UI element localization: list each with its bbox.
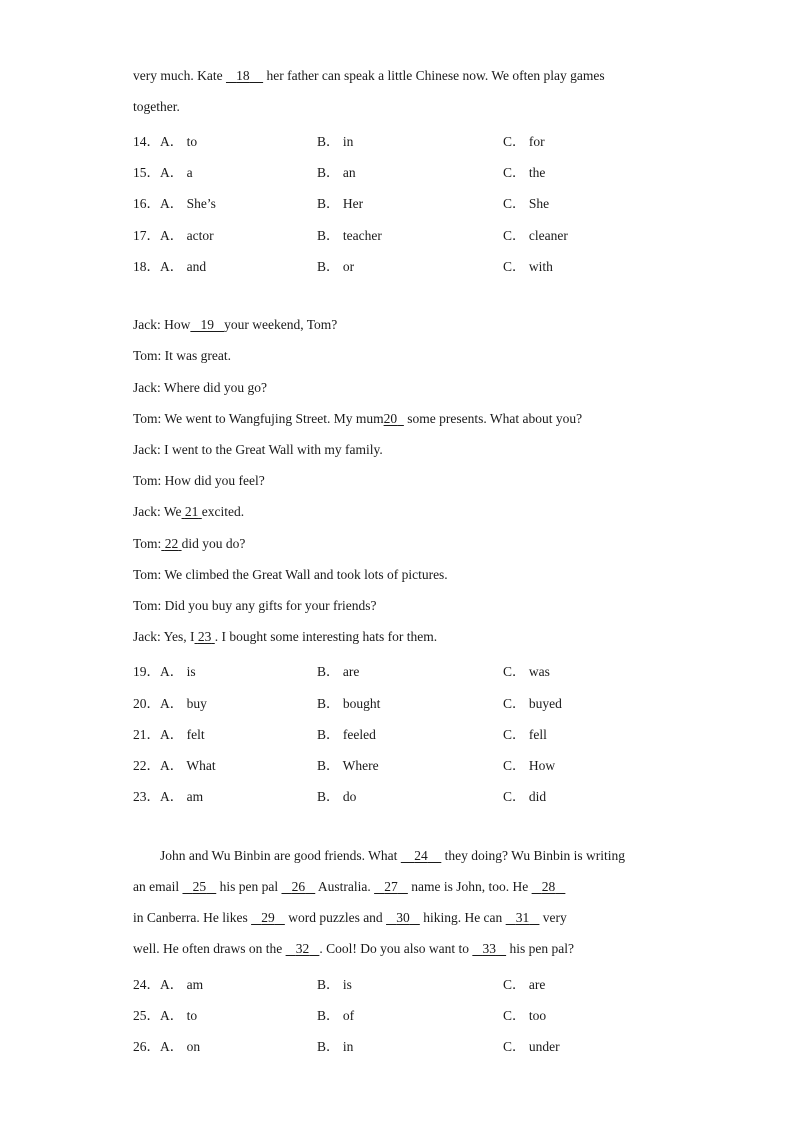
option-c[interactable]: C． under — [503, 1039, 560, 1054]
blank-number: 32 — [295, 941, 310, 956]
dialogue-line — [133, 473, 265, 489]
dialogue-text: Jack: Yes, I — [133, 629, 195, 644]
dialogue-text: Tom: We went to Wangfujing Street. My mum — [133, 411, 384, 426]
question-number: 15． — [133, 165, 160, 180]
question-number: 18． — [133, 259, 160, 274]
option-b[interactable]: B． of — [317, 1008, 355, 1023]
passage-line — [133, 99, 180, 115]
blank-22 — [161, 536, 181, 552]
question-number: 20． — [133, 696, 160, 711]
dialogue-line — [133, 567, 448, 583]
dialogue-text: some presents. What about you? — [407, 411, 583, 426]
passage-line — [133, 879, 660, 895]
blank-number: 27 — [384, 879, 398, 894]
option-b[interactable]: B． Her — [317, 196, 364, 211]
blank-number: 23 — [197, 629, 212, 644]
option-c[interactable]: C． buyed — [503, 696, 562, 711]
passage-text: an email — [133, 879, 183, 894]
option-c[interactable]: C． cleaner — [503, 228, 568, 243]
option-b[interactable]: B． bought — [317, 696, 381, 711]
dialogue-line — [133, 348, 231, 364]
dialogue-line — [133, 598, 377, 614]
passage-text: John and Wu Binbin are good friends. What — [160, 848, 401, 863]
blank-number: 20 — [383, 411, 398, 426]
dialogue-line — [133, 380, 267, 396]
blank-26 — [281, 879, 315, 895]
question-number: 19． — [133, 664, 160, 679]
blank-number: 33 — [482, 941, 496, 956]
option-b[interactable]: B． or — [317, 259, 355, 274]
dialogue-text: . I bought some interesting hats for them. — [214, 629, 438, 644]
dialogue-text: Jack: Where did you go? — [133, 380, 267, 395]
passage-text: very much. Kate — [133, 68, 226, 83]
passage-text: her father can speak a little Chinese now. We often play games — [266, 68, 605, 83]
option-a[interactable]: A． am — [160, 977, 204, 992]
passage-text: his pen pal? — [506, 941, 574, 956]
option-c[interactable]: C． How — [503, 758, 556, 773]
blank-number: 29 — [261, 910, 275, 925]
dialogue-text: Jack: How — [133, 317, 191, 332]
blank-30 — [386, 910, 420, 926]
dialogue-text: Jack: I went to the Great Wall with my family. — [133, 442, 383, 457]
option-a[interactable]: A． to — [160, 1008, 198, 1023]
passage-text: hiking. He can — [419, 910, 506, 925]
question-number: 16． — [133, 196, 160, 211]
passage-text: together. — [133, 99, 180, 114]
option-a[interactable]: A． am — [160, 789, 204, 804]
option-a[interactable]: A． felt — [160, 727, 205, 742]
dialogue-text: did you do? — [181, 536, 246, 551]
option-a[interactable]: A． What — [160, 758, 216, 773]
question-number: 22． — [133, 758, 160, 773]
blank-number: 19 — [200, 317, 214, 332]
dialogue-line — [133, 536, 245, 552]
option-c[interactable]: C． with — [503, 259, 553, 274]
blank-number: 31 — [515, 910, 530, 925]
option-c[interactable]: C． fell — [503, 727, 547, 742]
passage-line — [133, 941, 660, 957]
blank-number: 28 — [541, 879, 556, 894]
option-a[interactable]: A． on — [160, 1039, 201, 1054]
question-number: 26． — [133, 1039, 160, 1054]
option-b[interactable]: B． are — [317, 664, 360, 679]
question-number: 24． — [133, 977, 160, 992]
blank-number: 21 — [184, 504, 199, 519]
dialogue-line — [133, 317, 337, 333]
passage-text: very — [539, 910, 567, 925]
option-a[interactable]: A． is — [160, 664, 196, 679]
option-b[interactable]: B． in — [317, 134, 354, 149]
blank-23 — [195, 629, 215, 645]
blank-24 — [401, 848, 442, 864]
dialogue-line — [133, 411, 582, 427]
option-b[interactable]: B． teacher — [317, 228, 382, 243]
question-number: 14． — [133, 134, 160, 149]
blank-33 — [472, 941, 506, 957]
blank-20 — [384, 411, 404, 427]
option-c[interactable]: C． are — [503, 977, 546, 992]
dialogue-text: Tom: Did you buy any gifts for your friends? — [133, 598, 377, 613]
passage-line — [133, 68, 605, 84]
dialogue-text: Tom: We climbed the Great Wall and took lots of pictures. — [133, 567, 448, 582]
passage-text: word puzzles and — [284, 910, 387, 925]
blank-number: 26 — [291, 879, 306, 894]
option-a[interactable]: A． and — [160, 259, 207, 274]
option-a[interactable]: A． to — [160, 134, 198, 149]
dialogue-text: Tom: It was great. — [133, 348, 232, 363]
question-number: 25． — [133, 1008, 160, 1023]
option-c[interactable]: C． the — [503, 165, 546, 180]
option-a[interactable]: A． She’s — [160, 196, 216, 211]
option-c[interactable]: C． was — [503, 664, 550, 679]
blank-25 — [182, 879, 216, 895]
passage-text: his pen pal — [216, 879, 282, 894]
blank-31 — [506, 910, 540, 926]
dialogue-line — [133, 504, 244, 520]
option-c[interactable]: C． too — [503, 1008, 547, 1023]
option-b[interactable]: B． in — [317, 1039, 354, 1054]
blank-27 — [374, 879, 408, 895]
passage-line — [133, 910, 660, 926]
option-a[interactable]: A． actor — [160, 228, 214, 243]
passage-text: . Cool! Do you also want to — [319, 941, 473, 956]
dialogue-text: excited. — [201, 504, 245, 519]
blank-18 — [226, 68, 263, 84]
blank-32 — [286, 941, 320, 957]
option-b[interactable]: B． Where — [317, 758, 379, 773]
dialogue-line — [133, 629, 437, 645]
passage-line — [133, 848, 660, 864]
option-b[interactable]: B． is — [317, 977, 352, 992]
blank-number: 25 — [192, 879, 207, 894]
dialogue-line — [133, 442, 383, 458]
dialogue-text: Tom: How did you feel? — [133, 473, 265, 488]
option-b[interactable]: B． an — [317, 165, 356, 180]
passage-text: they doing? Wu Binbin is writing — [441, 848, 625, 863]
blank-19 — [190, 317, 224, 333]
dialogue-text: Tom: — [133, 536, 162, 551]
passage-text: well. He often draws on the — [133, 941, 286, 956]
blank-number: 30 — [396, 910, 410, 925]
option-c[interactable]: C． for — [503, 134, 545, 149]
blank-21 — [182, 504, 202, 520]
passage-text: in Canberra. He likes — [133, 910, 252, 925]
question-number: 23． — [133, 789, 160, 804]
blank-number: 24 — [414, 848, 428, 863]
passage-text: Australia. — [315, 879, 375, 894]
passage-text: name is John, too. He — [407, 879, 532, 894]
option-c[interactable]: C． She — [503, 196, 550, 211]
question-number: 21． — [133, 727, 160, 742]
dialogue-text: your weekend, Tom? — [224, 317, 338, 332]
question-number: 17． — [133, 228, 160, 243]
option-b[interactable]: B． feeled — [317, 727, 376, 742]
option-a[interactable]: A． buy — [160, 696, 207, 711]
blank-number: 18 — [236, 68, 250, 83]
option-a[interactable]: A． a — [160, 165, 193, 180]
blank-28 — [532, 879, 566, 895]
blank-29 — [251, 910, 285, 926]
blank-number: 22 — [164, 536, 179, 551]
option-c[interactable]: C． did — [503, 789, 547, 804]
option-b[interactable]: B． do — [317, 789, 357, 804]
dialogue-text: Jack: We — [133, 504, 182, 519]
